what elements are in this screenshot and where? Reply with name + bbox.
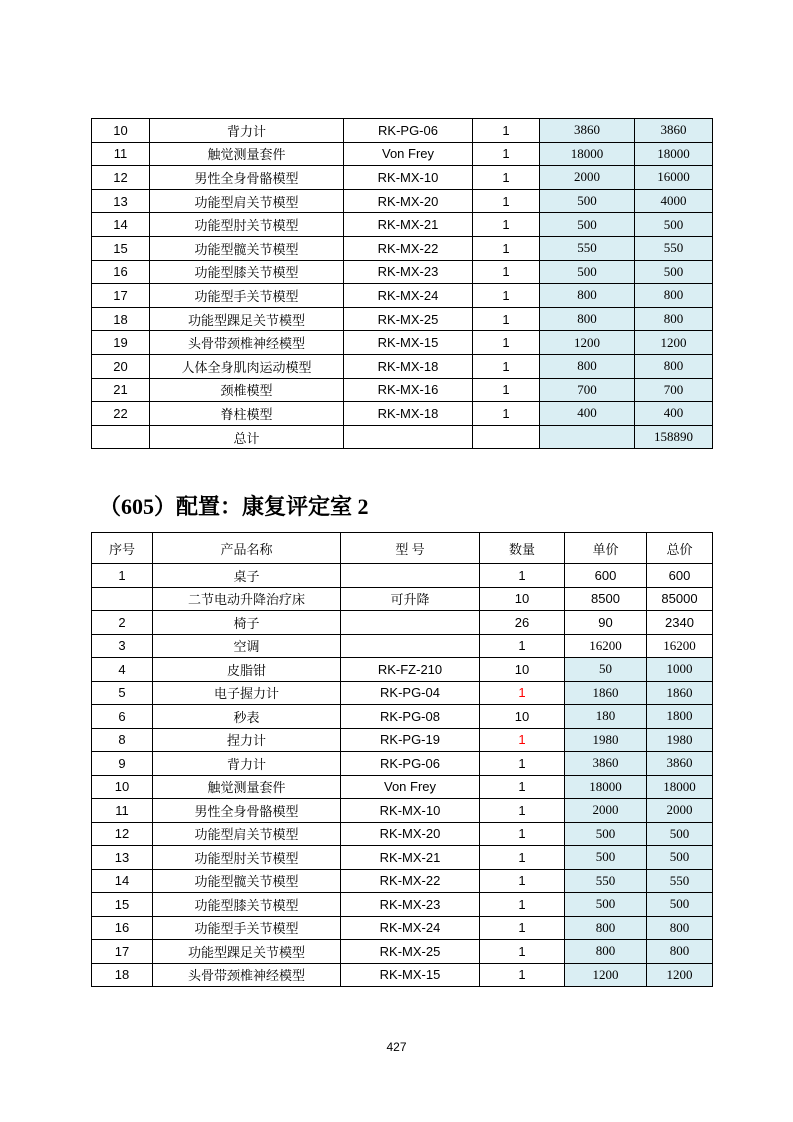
cell-quantity: 1 — [473, 402, 540, 426]
cell-quantity: 1 — [473, 119, 540, 143]
cell-model — [344, 425, 473, 449]
table-row — [92, 189, 713, 213]
cell-total-price: 500 — [647, 846, 713, 870]
table-row — [92, 119, 713, 143]
table-row — [92, 587, 713, 611]
table-row — [92, 893, 713, 917]
cell-serial: 21 — [92, 378, 150, 402]
cell-serial — [92, 587, 153, 611]
cell-model: RK-MX-15 — [341, 963, 480, 987]
table-row — [92, 799, 713, 823]
cell-product-name: 捏力计 — [153, 728, 341, 752]
cell-total-price: 800 — [635, 307, 713, 331]
cell-quantity: 1 — [480, 846, 565, 870]
cell-product-name: 秒表 — [153, 705, 341, 729]
cell-product-name: 颈椎模型 — [150, 378, 344, 402]
cell-total-price: 550 — [647, 869, 713, 893]
cell-unit-price: 500 — [565, 846, 647, 870]
cell-total-price: 1800 — [647, 705, 713, 729]
cell-model: RK-MX-24 — [344, 284, 473, 308]
cell-total-price: 18000 — [647, 775, 713, 799]
cell-product-name: 功能型肩关节模型 — [150, 189, 344, 213]
cell-serial: 9 — [92, 752, 153, 776]
cell-unit-price: 16200 — [565, 634, 647, 658]
cell-quantity: 1 — [480, 775, 565, 799]
table-row — [92, 236, 713, 260]
cell-model: 可升降 — [341, 587, 480, 611]
cell-total-price: 158890 — [635, 425, 713, 449]
page-number: 427 — [386, 1040, 407, 1054]
cell-unit-price: 18000 — [565, 775, 647, 799]
table-row — [92, 681, 713, 705]
cell-product-name: 男性全身骨骼模型 — [153, 799, 341, 823]
cell-total-price: 1980 — [647, 728, 713, 752]
cell-total-price: 400 — [635, 402, 713, 426]
cell-quantity: 1 — [480, 728, 565, 752]
table2-header — [92, 533, 713, 564]
cell-quantity: 1 — [473, 213, 540, 237]
cell-model — [341, 564, 480, 588]
cell-model: RK-FZ-210 — [341, 658, 480, 682]
cell-unit-price: 600 — [565, 564, 647, 588]
cell-quantity: 1 — [480, 634, 565, 658]
cell-model: Von Frey — [344, 142, 473, 166]
cell-quantity: 26 — [480, 611, 565, 635]
cell-model: RK-PG-04 — [341, 681, 480, 705]
cell-quantity: 1 — [473, 260, 540, 284]
cell-quantity: 1 — [473, 331, 540, 355]
cell-quantity: 1 — [480, 940, 565, 964]
equipment-table-continued — [91, 118, 713, 449]
cell-product-name: 人体全身肌肉运动模型 — [150, 354, 344, 378]
cell-product-name: 背力计 — [150, 119, 344, 143]
cell-product-name: 桌子 — [153, 564, 341, 588]
cell-model: RK-MX-20 — [341, 822, 480, 846]
table-row — [92, 331, 713, 355]
cell-unit-price: 500 — [540, 189, 635, 213]
cell-product-name: 功能型踝足关节模型 — [150, 307, 344, 331]
cell-unit-price: 1200 — [565, 963, 647, 987]
cell-unit-price: 400 — [540, 402, 635, 426]
cell-total-price: 800 — [635, 354, 713, 378]
cell-quantity: 1 — [480, 564, 565, 588]
cell-product-name: 二节电动升降治疗床 — [153, 587, 341, 611]
cell-serial: 11 — [92, 799, 153, 823]
cell-model: RK-MX-10 — [344, 166, 473, 190]
header-row — [92, 533, 713, 564]
cell-unit-price: 1200 — [540, 331, 635, 355]
cell-quantity — [473, 425, 540, 449]
cell-quantity: 1 — [473, 307, 540, 331]
col-header-serial: 序号 — [92, 533, 153, 564]
cell-serial: 12 — [92, 822, 153, 846]
cell-product-name: 功能型手关节模型 — [150, 284, 344, 308]
table-row — [92, 166, 713, 190]
table-row — [92, 402, 713, 426]
table-row — [92, 634, 713, 658]
col-header-unit-price: 单价 — [565, 533, 647, 564]
cell-model: RK-PG-19 — [341, 728, 480, 752]
cell-total-price: 800 — [647, 940, 713, 964]
cell-unit-price: 800 — [540, 354, 635, 378]
cell-product-name: 背力计 — [153, 752, 341, 776]
cell-product-name: 触觉测量套件 — [153, 775, 341, 799]
cell-total-price: 500 — [635, 213, 713, 237]
cell-serial: 20 — [92, 354, 150, 378]
table-row — [92, 611, 713, 635]
table-row — [92, 963, 713, 987]
cell-total-price: 1000 — [647, 658, 713, 682]
cell-product-name: 空调 — [153, 634, 341, 658]
cell-total-price: 800 — [647, 916, 713, 940]
cell-quantity: 1 — [480, 799, 565, 823]
cell-product-name: 功能型膝关节模型 — [150, 260, 344, 284]
cell-model: RK-MX-16 — [344, 378, 473, 402]
cell-product-name: 头骨带颈椎神经模型 — [153, 963, 341, 987]
cell-serial: 15 — [92, 236, 150, 260]
cell-model: RK-MX-22 — [341, 869, 480, 893]
cell-unit-price: 180 — [565, 705, 647, 729]
cell-unit-price — [540, 425, 635, 449]
cell-serial: 10 — [92, 775, 153, 799]
cell-unit-price: 550 — [565, 869, 647, 893]
cell-unit-price: 800 — [565, 940, 647, 964]
cell-unit-price: 800 — [540, 284, 635, 308]
cell-total-price: 500 — [647, 893, 713, 917]
equipment-table-room2 — [91, 532, 713, 987]
cell-quantity: 1 — [480, 893, 565, 917]
cell-unit-price: 500 — [565, 893, 647, 917]
cell-serial: 11 — [92, 142, 150, 166]
cell-serial: 1 — [92, 564, 153, 588]
cell-quantity: 1 — [473, 189, 540, 213]
cell-total-price: 1200 — [647, 963, 713, 987]
cell-model: RK-MX-25 — [341, 940, 480, 964]
cell-total-price: 800 — [635, 284, 713, 308]
cell-unit-price: 700 — [540, 378, 635, 402]
cell-product-name: 男性全身骨骼模型 — [150, 166, 344, 190]
cell-quantity: 1 — [473, 354, 540, 378]
cell-total-price: 16200 — [647, 634, 713, 658]
cell-quantity: 1 — [473, 142, 540, 166]
cell-quantity: 1 — [480, 752, 565, 776]
cell-model: RK-MX-18 — [344, 354, 473, 378]
cell-serial: 18 — [92, 963, 153, 987]
cell-total-price: 85000 — [647, 587, 713, 611]
cell-serial: 6 — [92, 705, 153, 729]
table2-body — [92, 564, 713, 987]
cell-unit-price: 90 — [565, 611, 647, 635]
cell-serial: 2 — [92, 611, 153, 635]
cell-unit-price: 2000 — [565, 799, 647, 823]
cell-total-price: 500 — [647, 822, 713, 846]
cell-model: RK-MX-21 — [341, 846, 480, 870]
col-header-quantity: 数量 — [480, 533, 565, 564]
cell-product-name: 椅子 — [153, 611, 341, 635]
cell-product-name: 功能型肩关节模型 — [153, 822, 341, 846]
col-header-product-name: 产品名称 — [153, 533, 341, 564]
cell-total-price: 3860 — [635, 119, 713, 143]
cell-quantity: 10 — [480, 658, 565, 682]
cell-product-name: 脊柱模型 — [150, 402, 344, 426]
cell-serial: 12 — [92, 166, 150, 190]
cell-model: RK-MX-15 — [344, 331, 473, 355]
table-row — [92, 822, 713, 846]
table-row — [92, 378, 713, 402]
cell-unit-price: 1860 — [565, 681, 647, 705]
cell-model: RK-PG-08 — [341, 705, 480, 729]
cell-serial: 16 — [92, 260, 150, 284]
cell-model: RK-MX-24 — [341, 916, 480, 940]
cell-product-name: 总计 — [150, 425, 344, 449]
cell-model: RK-MX-22 — [344, 236, 473, 260]
table-row — [92, 354, 713, 378]
cell-total-price: 500 — [635, 260, 713, 284]
cell-total-price: 18000 — [635, 142, 713, 166]
table-row — [92, 284, 713, 308]
cell-model: RK-MX-23 — [344, 260, 473, 284]
cell-unit-price: 3860 — [565, 752, 647, 776]
cell-product-name: 功能型手关节模型 — [153, 916, 341, 940]
cell-serial: 14 — [92, 213, 150, 237]
cell-unit-price: 500 — [540, 213, 635, 237]
cell-quantity: 1 — [480, 916, 565, 940]
cell-serial: 5 — [92, 681, 153, 705]
cell-quantity: 10 — [480, 705, 565, 729]
table-row — [92, 846, 713, 870]
cell-quantity: 1 — [480, 963, 565, 987]
cell-total-price: 2340 — [647, 611, 713, 635]
table-row — [92, 775, 713, 799]
cell-product-name: 功能型膝关节模型 — [153, 893, 341, 917]
cell-total-price: 550 — [635, 236, 713, 260]
table-row — [92, 728, 713, 752]
cell-unit-price: 2000 — [540, 166, 635, 190]
cell-serial: 13 — [92, 189, 150, 213]
table-row — [92, 869, 713, 893]
cell-model: RK-MX-23 — [341, 893, 480, 917]
table-row — [92, 213, 713, 237]
cell-unit-price: 500 — [565, 822, 647, 846]
cell-unit-price: 800 — [565, 916, 647, 940]
col-header-total-price: 总价 — [647, 533, 713, 564]
cell-model: RK-MX-25 — [344, 307, 473, 331]
cell-model: RK-MX-21 — [344, 213, 473, 237]
table-row — [92, 260, 713, 284]
section-heading: （605）配置：康复评定室 2 — [99, 494, 369, 519]
cell-total-price: 700 — [635, 378, 713, 402]
cell-serial: 17 — [92, 940, 153, 964]
cell-total-price: 600 — [647, 564, 713, 588]
cell-total-price: 4000 — [635, 189, 713, 213]
cell-quantity: 1 — [480, 869, 565, 893]
cell-unit-price: 18000 — [540, 142, 635, 166]
cell-serial: 14 — [92, 869, 153, 893]
cell-serial — [92, 425, 150, 449]
cell-unit-price: 800 — [540, 307, 635, 331]
cell-product-name: 皮脂钳 — [153, 658, 341, 682]
cell-model — [341, 634, 480, 658]
cell-total-price: 1860 — [647, 681, 713, 705]
cell-serial: 18 — [92, 307, 150, 331]
cell-model — [341, 611, 480, 635]
cell-unit-price: 550 — [540, 236, 635, 260]
table-row — [92, 307, 713, 331]
cell-product-name: 触觉测量套件 — [150, 142, 344, 166]
cell-quantity: 1 — [480, 681, 565, 705]
cell-quantity: 10 — [480, 587, 565, 611]
cell-serial: 17 — [92, 284, 150, 308]
cell-product-name: 头骨带颈椎神经模型 — [150, 331, 344, 355]
cell-product-name: 功能型踝足关节模型 — [153, 940, 341, 964]
cell-quantity: 1 — [473, 284, 540, 308]
cell-model: RK-MX-18 — [344, 402, 473, 426]
cell-unit-price: 3860 — [540, 119, 635, 143]
col-header-model: 型 号 — [341, 533, 480, 564]
cell-total-price: 16000 — [635, 166, 713, 190]
cell-serial: 15 — [92, 893, 153, 917]
table-row — [92, 705, 713, 729]
cell-unit-price: 8500 — [565, 587, 647, 611]
cell-serial: 3 — [92, 634, 153, 658]
cell-serial: 13 — [92, 846, 153, 870]
cell-model: RK-PG-06 — [341, 752, 480, 776]
cell-model: Von Frey — [341, 775, 480, 799]
cell-total-price: 3860 — [647, 752, 713, 776]
cell-product-name: 功能型肘关节模型 — [150, 213, 344, 237]
cell-model: RK-MX-10 — [341, 799, 480, 823]
cell-quantity: 1 — [473, 378, 540, 402]
cell-quantity: 1 — [473, 236, 540, 260]
cell-model: RK-PG-06 — [344, 119, 473, 143]
cell-model: RK-MX-20 — [344, 189, 473, 213]
table-row — [92, 142, 713, 166]
cell-serial: 4 — [92, 658, 153, 682]
cell-serial: 19 — [92, 331, 150, 355]
cell-unit-price: 50 — [565, 658, 647, 682]
table-row — [92, 564, 713, 588]
table-row — [92, 940, 713, 964]
cell-product-name: 功能型髋关节模型 — [150, 236, 344, 260]
table1-body — [92, 119, 713, 449]
cell-quantity: 1 — [473, 166, 540, 190]
cell-product-name: 功能型髋关节模型 — [153, 869, 341, 893]
cell-serial: 8 — [92, 728, 153, 752]
cell-serial: 10 — [92, 119, 150, 143]
table-row — [92, 916, 713, 940]
cell-quantity: 1 — [480, 822, 565, 846]
cell-serial: 16 — [92, 916, 153, 940]
cell-total-price: 1200 — [635, 331, 713, 355]
cell-product-name: 功能型肘关节模型 — [153, 846, 341, 870]
cell-product-name: 电子握力计 — [153, 681, 341, 705]
table-row — [92, 752, 713, 776]
cell-serial: 22 — [92, 402, 150, 426]
table-row — [92, 658, 713, 682]
cell-total-price: 2000 — [647, 799, 713, 823]
cell-unit-price: 500 — [540, 260, 635, 284]
cell-unit-price: 1980 — [565, 728, 647, 752]
table-row — [92, 425, 713, 449]
